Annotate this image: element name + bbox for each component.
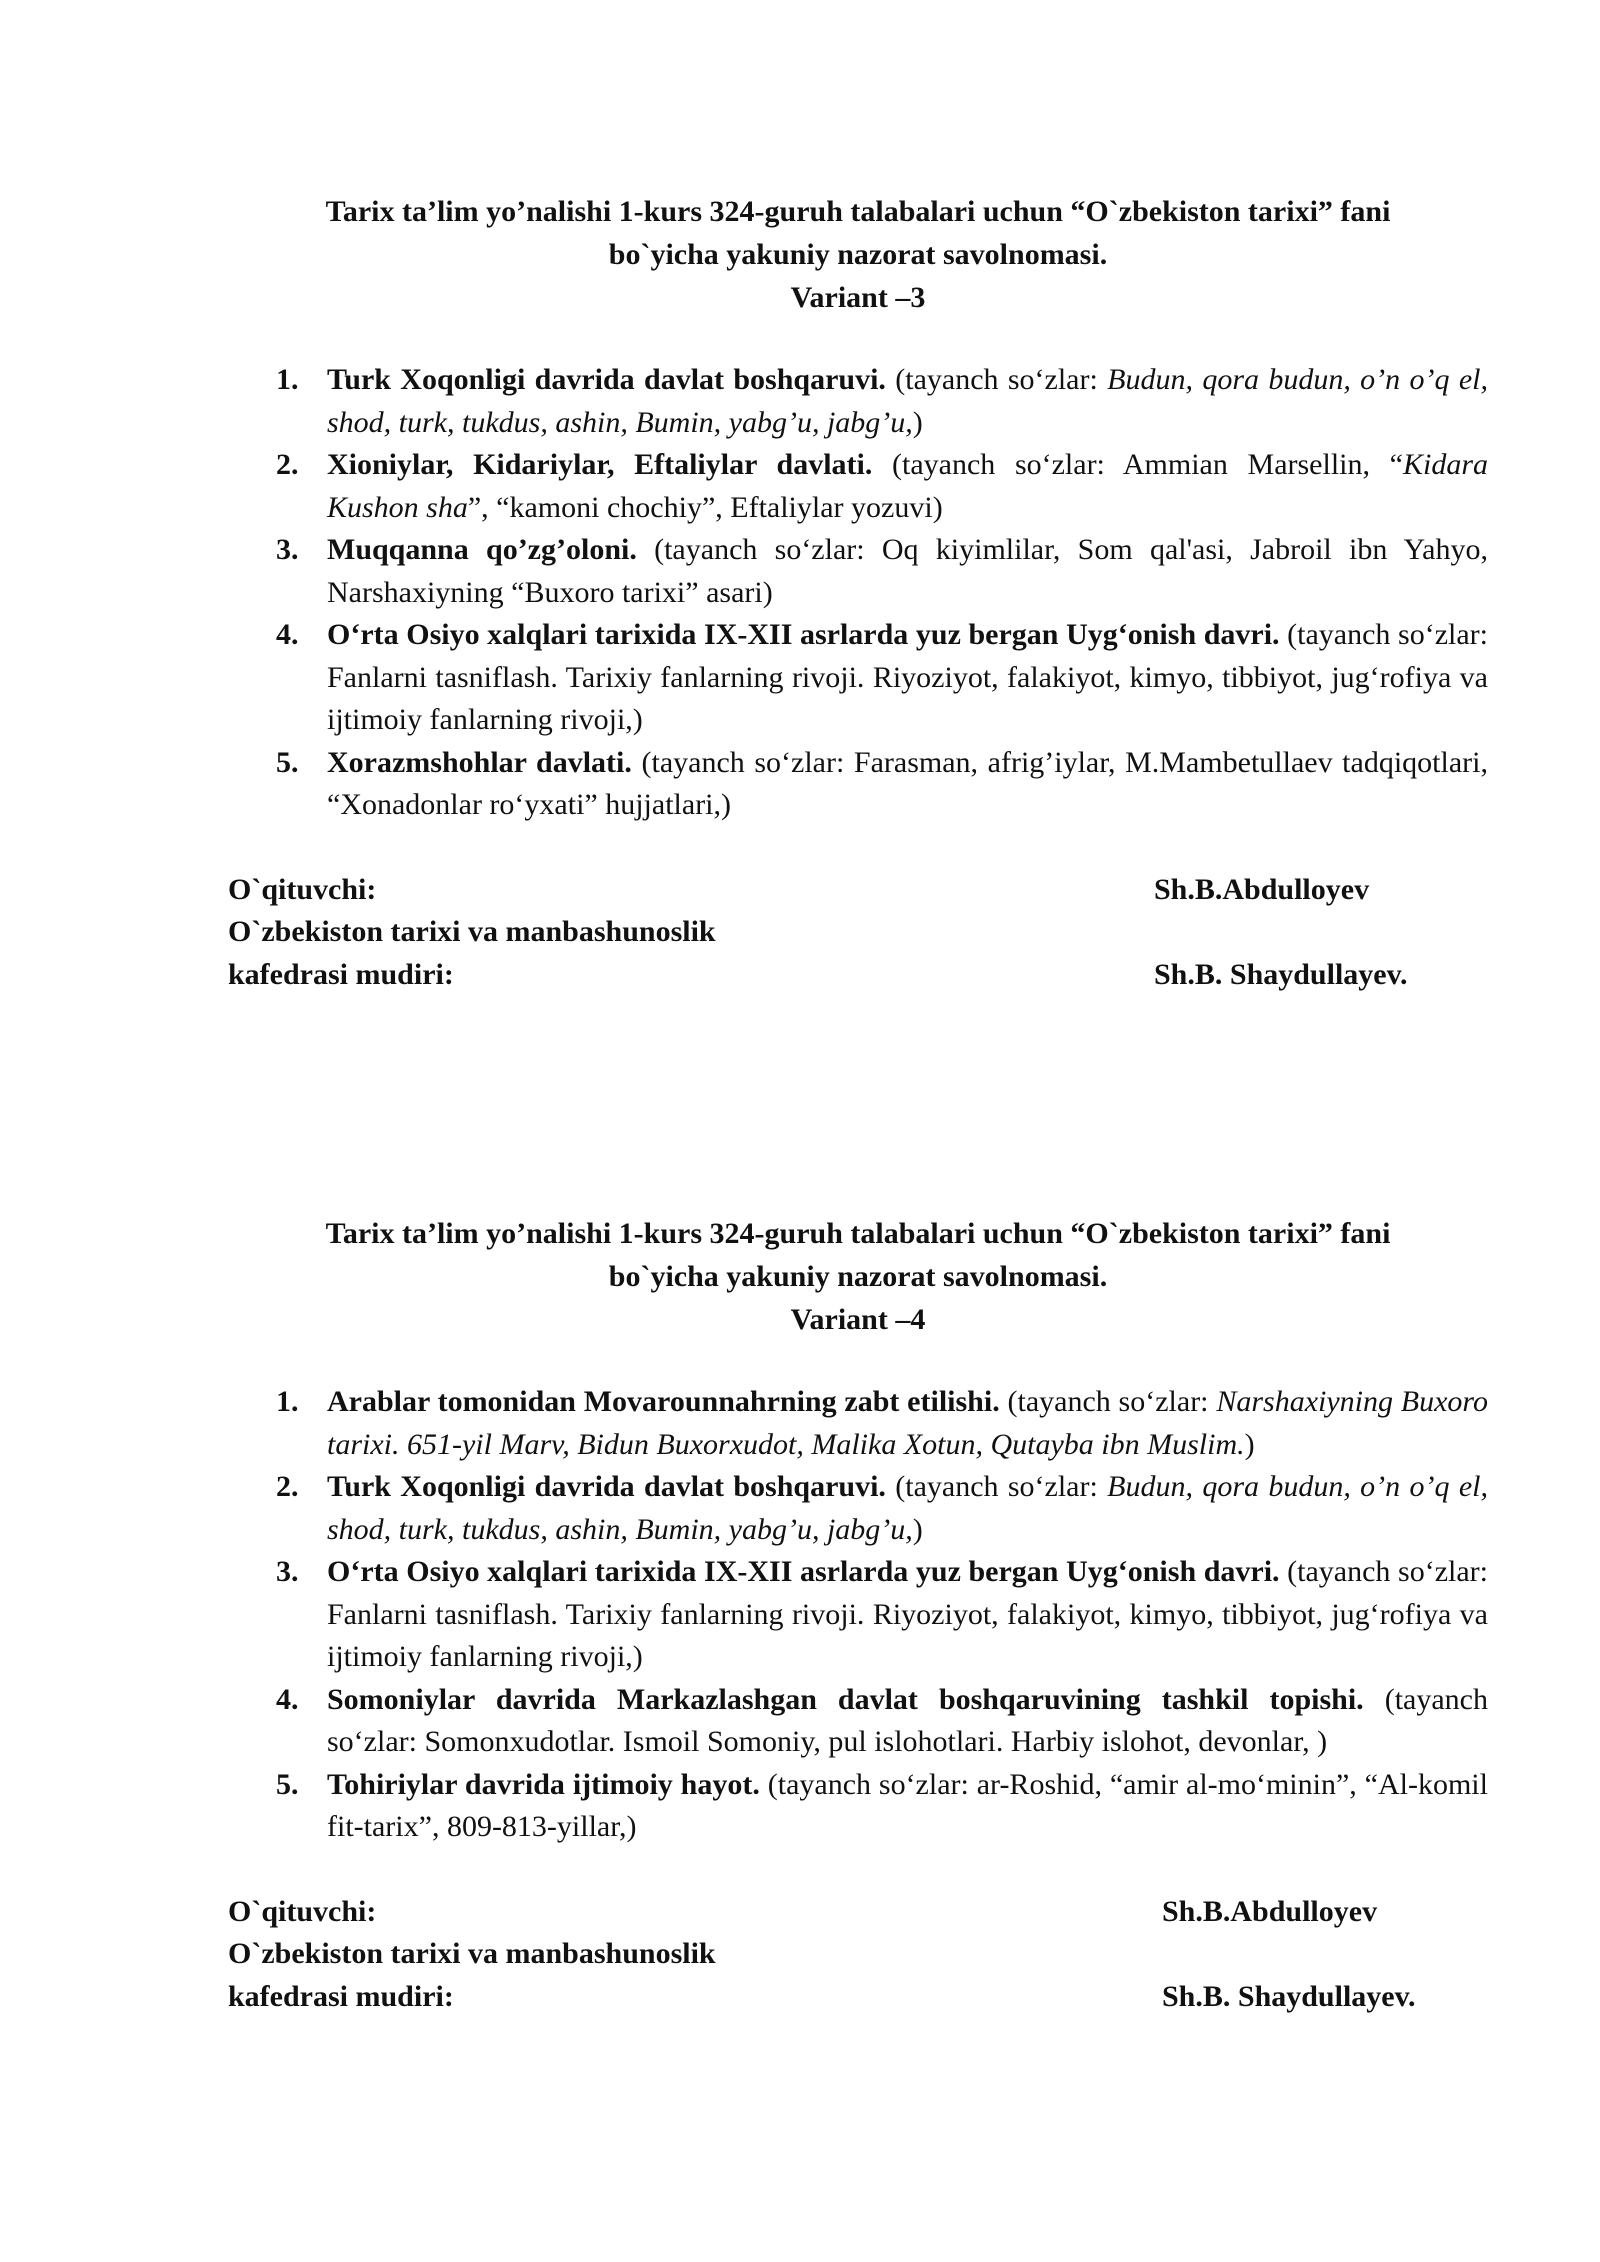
question-item bbox=[228, 614, 1488, 742]
variant-title bbox=[228, 1212, 1488, 1341]
question-title: Muqqanna qo’zg’oloni. bbox=[327, 533, 637, 566]
title-line-2: bo`yicha yakuniy nazorat savolnomasi. bbox=[608, 238, 1108, 271]
question-title: O‘rta Osiyo xalqlari tarixida IX-XII asrlarda yuz bergan Uyg‘onish davri. bbox=[327, 618, 1280, 651]
question-number: 1. bbox=[276, 1385, 299, 1418]
question-number: 3. bbox=[276, 533, 299, 566]
exam-variant-4 bbox=[228, 1212, 1488, 2019]
keywords-tail: ) bbox=[932, 490, 943, 524]
keywords-prefix: (tayanch so‘zlar: bbox=[885, 363, 1108, 396]
question-item bbox=[228, 742, 1488, 827]
question-title: Turk Xoqonligi davrida davlat boshqaruvi. bbox=[327, 1470, 886, 1503]
teacher-name: Sh.B.Abdulloyev bbox=[1162, 1894, 1378, 1928]
variant-title bbox=[228, 190, 1488, 319]
question-number: 2. bbox=[276, 1470, 299, 1503]
question-item bbox=[228, 359, 1488, 444]
keywords-tail: ) bbox=[762, 575, 773, 609]
keywords-prefix: (tayanch so‘zlar: ar-Roshid, “amir al-mo‘minin”, “Al-komil fit-tarix”, 809-813-yillar, bbox=[327, 1767, 1488, 1843]
keywords-tail: ) bbox=[632, 703, 643, 736]
keywords-prefix: (tayanch so‘zlar: Fanlarni tasniflash. Tarixiy fanlarning rivoji. Riyoziyot, falakiyot, kimyo, tibbiyot, jug‘rofiya va ijtimoiy fanlarning rivoji, bbox=[327, 618, 1488, 736]
signature-block bbox=[228, 869, 1488, 997]
keywords-tail: ) bbox=[1244, 1427, 1255, 1461]
keywords-tail: ) bbox=[1317, 1725, 1328, 1758]
question-item bbox=[228, 1679, 1488, 1764]
question-item bbox=[228, 444, 1488, 529]
question-number: 3. bbox=[276, 1555, 299, 1588]
keywords-tail: ) bbox=[912, 405, 923, 439]
question-number: 4. bbox=[276, 1682, 299, 1716]
teacher-label: O`qituvchi: bbox=[228, 872, 377, 906]
teacher-name: Sh.B.Abdulloyev bbox=[1154, 872, 1370, 906]
keywords-tail: ) bbox=[721, 788, 732, 821]
department-label: O`zbekiston tarixi va manbashunoslik bbox=[228, 1937, 716, 1970]
department-label: O`zbekiston tarixi va manbashunoslik bbox=[228, 915, 716, 948]
keywords-italic: Narshaxiyning Buxoro tarixi. 651-yil Marv, Bidun Buxorxudot, Malika Xotun, Qutayba ibn Muslim. bbox=[327, 1385, 1488, 1461]
question-item bbox=[228, 1466, 1488, 1551]
keywords-italic: Budun, qora budun, o’n o’q el, shod, turk, tukdus, ashin, Bumin, yabg’u, jabg’u, bbox=[327, 363, 1488, 439]
variant-label: Variant –3 bbox=[790, 281, 926, 314]
keywords-prefix: (tayanch so‘zlar: bbox=[885, 1470, 1108, 1503]
question-number: 2. bbox=[276, 448, 299, 481]
variant-label: Variant –4 bbox=[790, 1303, 926, 1336]
question-number: 5. bbox=[276, 745, 299, 779]
keywords-prefix: (tayanch so‘zlar: Fanlarni tasniflash. Tarixiy fanlarning rivoji. Riyoziyot, falakiyot, kimyo, tibbiyot, jug‘rofiya va ijtimoiy fanlarning rivoji, bbox=[327, 1555, 1488, 1673]
department-head-name: Sh.B. Shaydullayev. bbox=[1162, 1979, 1416, 2013]
question-number: 5. bbox=[276, 1767, 299, 1801]
question-title: Xioniylar, Kidariylar, Eftaliylar davlati. bbox=[327, 448, 873, 481]
keywords-tail: ) bbox=[632, 1640, 643, 1673]
question-number: 1. bbox=[276, 363, 299, 396]
question-title: Xorazmshohlar davlati. bbox=[327, 745, 632, 779]
question-item bbox=[228, 1551, 1488, 1679]
question-title: Arablar tomonidan Movarounnahrning zabt etilishi. bbox=[327, 1385, 1000, 1418]
keywords-after-italic: ”, “kamoni chochiy”, Eftaliylar yozuvi bbox=[467, 490, 933, 524]
question-title: Turk Xoqonligi davrida davlat boshqaruvi. bbox=[327, 363, 886, 396]
keywords-prefix: (tayanch so‘zlar: bbox=[999, 1385, 1217, 1418]
teacher-label: O`qituvchi: bbox=[228, 1894, 377, 1928]
keywords-prefix: (tayanch so‘zlar: Oq kiyimlilar, Som qal'asi, Jabroil ibn Yahyo, Narshaxiyning “Buxoro tarixi” asari bbox=[327, 533, 1488, 609]
question-title: Somoniylar davrida Markazlashgan davlat boshqaruvining tashkil topishi. bbox=[327, 1682, 1364, 1716]
title-line-2: bo`yicha yakuniy nazorat savolnomasi. bbox=[608, 1260, 1108, 1293]
title-line-1: Tarix ta’lim yo’nalishi 1-kurs 324-guruh talabalari uchun “O`zbekiston tarixi” fani bbox=[325, 195, 1391, 228]
department-head-name: Sh.B. Shaydullayev. bbox=[1154, 957, 1408, 991]
department-head-label: kafedrasi mudiri: bbox=[228, 957, 454, 991]
exam-variant-3 bbox=[228, 190, 1488, 997]
signature-block bbox=[228, 1891, 1488, 2019]
question-item bbox=[228, 1764, 1488, 1849]
keywords-tail: ) bbox=[626, 1810, 637, 1843]
question-title: Tohiriylar davrida ijtimoiy hayot. bbox=[327, 1767, 760, 1801]
keywords-prefix: (tayanch so‘zlar: Farasman, afrig’iylar, M.Mambetullaev tadqiqotlari, “Xonadonlar ro‘yxati” hujjatlari, bbox=[327, 745, 1488, 821]
question-item bbox=[228, 1381, 1488, 1466]
question-number: 4. bbox=[276, 618, 299, 651]
keywords-italic: Kidara Kushon sha bbox=[327, 448, 1488, 524]
question-item bbox=[228, 529, 1488, 614]
keywords-prefix: (tayanch so‘zlar: Ammian Marsellin, “ bbox=[872, 448, 1403, 481]
keywords-italic: Budun, qora budun, o’n o’q el, shod, turk, tukdus, ashin, Bumin, yabg’u, jabg’u, bbox=[327, 1470, 1488, 1546]
keywords-prefix: (tayanch so‘zlar: Somonxudotlar. Ismoil Somoniy, pul islohotlari. Harbiy islohot, devonlar, bbox=[327, 1682, 1488, 1758]
department-head-label: kafedrasi mudiri: bbox=[228, 1979, 454, 2013]
keywords-tail: ) bbox=[912, 1512, 923, 1546]
question-list bbox=[228, 1381, 1488, 1849]
title-line-1: Tarix ta’lim yo’nalishi 1-kurs 324-guruh talabalari uchun “O`zbekiston tarixi” fani bbox=[325, 1217, 1391, 1250]
question-title: O‘rta Osiyo xalqlari tarixida IX-XII asrlarda yuz bergan Uyg‘onish davri. bbox=[327, 1555, 1280, 1588]
question-list bbox=[228, 359, 1488, 827]
